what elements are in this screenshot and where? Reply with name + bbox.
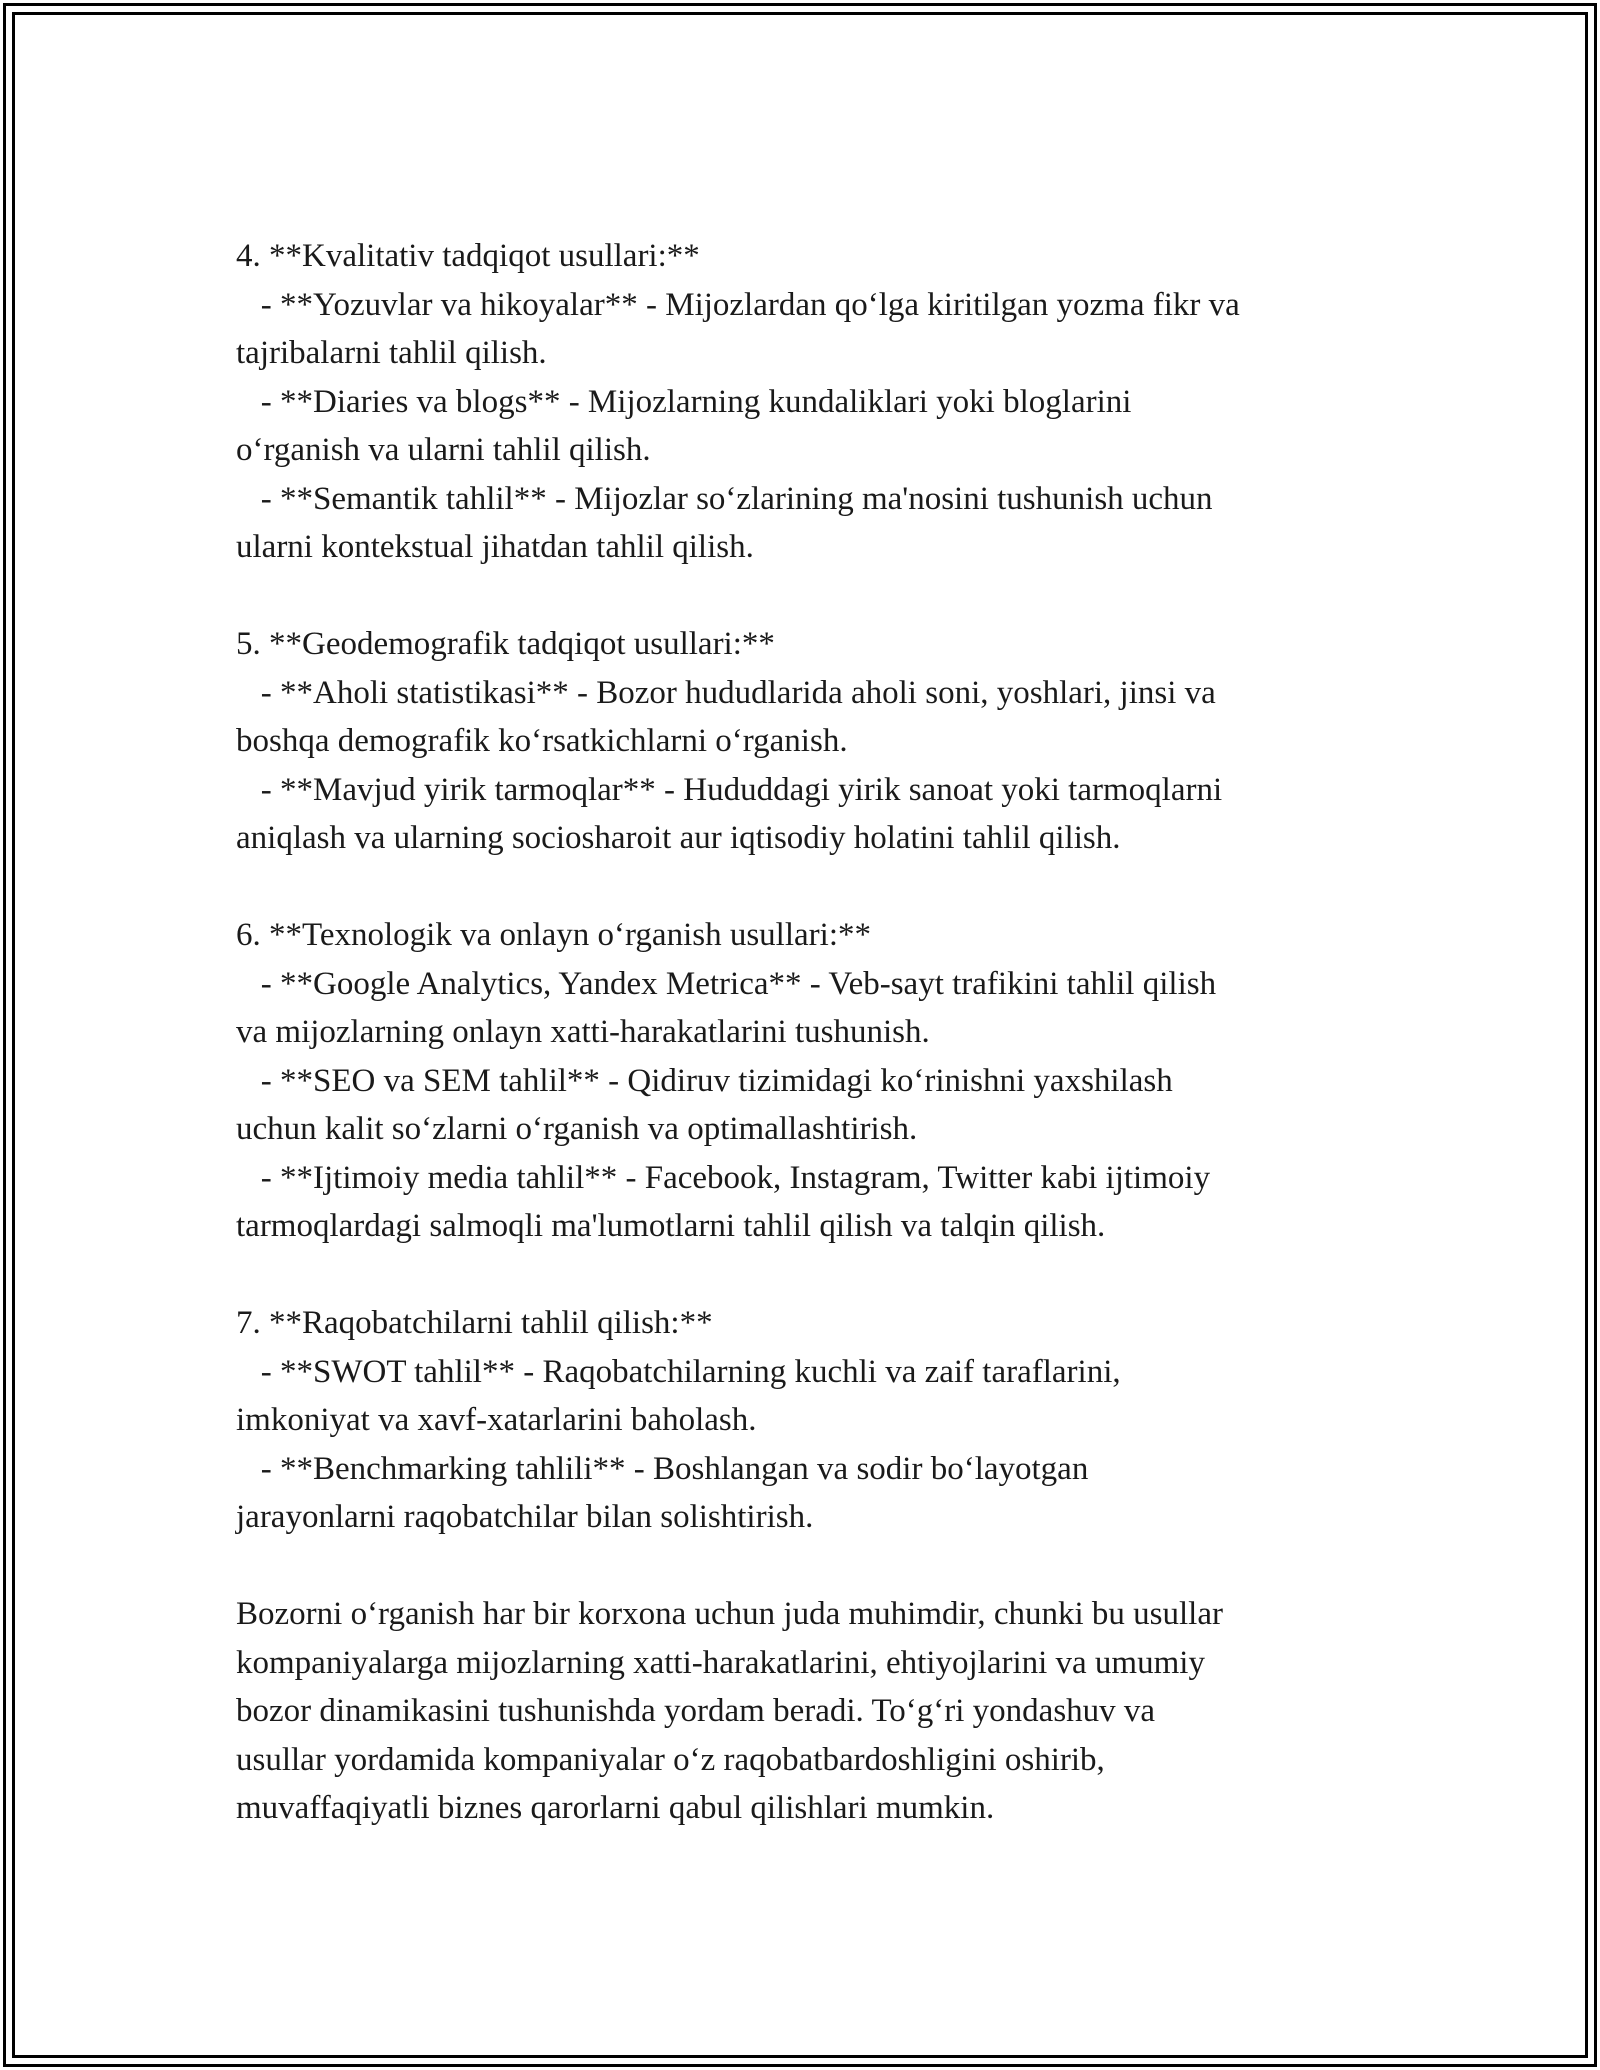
section-heading: 4. **Kvalitativ tadqiqot usullari:** <box>236 238 700 274</box>
section-heading: 7. **Raqobatchilarni tahlil qilish:** <box>236 1305 713 1341</box>
list-item-continuation: jarayonlarni raqobatchilar bilan solishtirish. <box>236 1499 814 1535</box>
list-item-continuation: va mijozlarning onlayn xatti-harakatlarini tushunish. <box>236 1014 930 1050</box>
list-item-continuation: ularni kontekstual jihatdan tahlil qilish. <box>236 529 754 565</box>
list-item-continuation: aniqlash va ularning sociosharoit aur iqtisodiy holatini tahlil qilish. <box>236 820 1121 856</box>
list-item-line: - **Aholi statistikasi** - Bozor hududlarida aholi soni, yoshlari, jinsi va <box>236 674 1216 711</box>
paragraph-spacer <box>236 863 1396 912</box>
list-item-line: - **Semantik tahlil** - Mijozlar soʻzlarining ma'nosini tushunish uchun <box>236 480 1213 517</box>
conclusion-line: bozor dinamikasini tushunishda yordam beradi. Toʻgʻri yondashuv va <box>236 1693 1156 1729</box>
paragraph-spacer <box>236 572 1396 621</box>
conclusion-line: kompaniyalarga mijozlarning xatti-harakatlarini, ehtiyojlarini va umumiy <box>236 1644 1205 1681</box>
list-item-continuation: tarmoqlardagi salmoqli ma'lumotlarni tahlil qilish va talqin qilish. <box>236 1208 1106 1244</box>
section-4 <box>236 232 1396 572</box>
conclusion-line: Bozorni oʻrganish har bir korxona uchun juda muhimdir, chunki bu usullar <box>236 1596 1223 1632</box>
list-item-line: - **Diaries va blogs** - Mijozlarning kundaliklari yoki bloglarini <box>236 383 1132 420</box>
document-body <box>236 232 1396 1833</box>
paragraph-spacer <box>236 1542 1396 1591</box>
paragraph-spacer <box>236 1251 1396 1300</box>
section-7 <box>236 1299 1396 1542</box>
list-item-continuation: boshqa demografik koʻrsatkichlarni oʻrganish. <box>236 723 848 759</box>
conclusion-line: muvaffaqiyatli biznes qarorlarni qabul qilishlari mumkin. <box>236 1790 995 1826</box>
list-item-line: - **SEO va SEM tahlil** - Qidiruv tizimidagi koʻrinishni yaxshilash <box>236 1062 1173 1099</box>
section-6 <box>236 911 1396 1251</box>
list-item-line: - **Mavjud yirik tarmoqlar** - Hududdagi yirik sanoat yoki tarmoqlarni <box>236 771 1223 808</box>
list-item-line: - **Benchmarking tahlili** - Boshlangan va sodir boʻlayotgan <box>236 1450 1089 1487</box>
conclusion-paragraph <box>236 1590 1396 1833</box>
list-item-line: - **SWOT tahlil** - Raqobatchilarning kuchli va zaif taraflarini, <box>236 1353 1121 1390</box>
list-item-line: - **Google Analytics, Yandex Metrica** - Veb-sayt trafikini tahlil qilish <box>236 965 1217 1002</box>
list-item-continuation: tajribalarni tahlil qilish. <box>236 335 547 371</box>
list-item-continuation: imkoniyat va xavf-xatarlarini baholash. <box>236 1402 757 1438</box>
section-heading: 6. **Texnologik va onlayn oʻrganish usullari:** <box>236 917 871 953</box>
list-item-continuation: uchun kalit soʻzlarni oʻrganish va optimallashtirish. <box>236 1111 918 1147</box>
list-item-line: - **Ijtimoiy media tahlil** - Facebook, Instagram, Twitter kabi ijtimoiy <box>236 1159 1211 1196</box>
conclusion-line: usullar yordamida kompaniyalar oʻz raqobatbardoshligini oshirib, <box>236 1741 1105 1778</box>
list-item-continuation: oʻrganish va ularni tahlil qilish. <box>236 432 651 468</box>
section-heading: 5. **Geodemografik tadqiqot usullari:** <box>236 626 775 662</box>
section-5 <box>236 620 1396 863</box>
list-item-line: - **Yozuvlar va hikoyalar** - Mijozlardan qoʻlga kiritilgan yozma fikr va <box>236 286 1240 323</box>
